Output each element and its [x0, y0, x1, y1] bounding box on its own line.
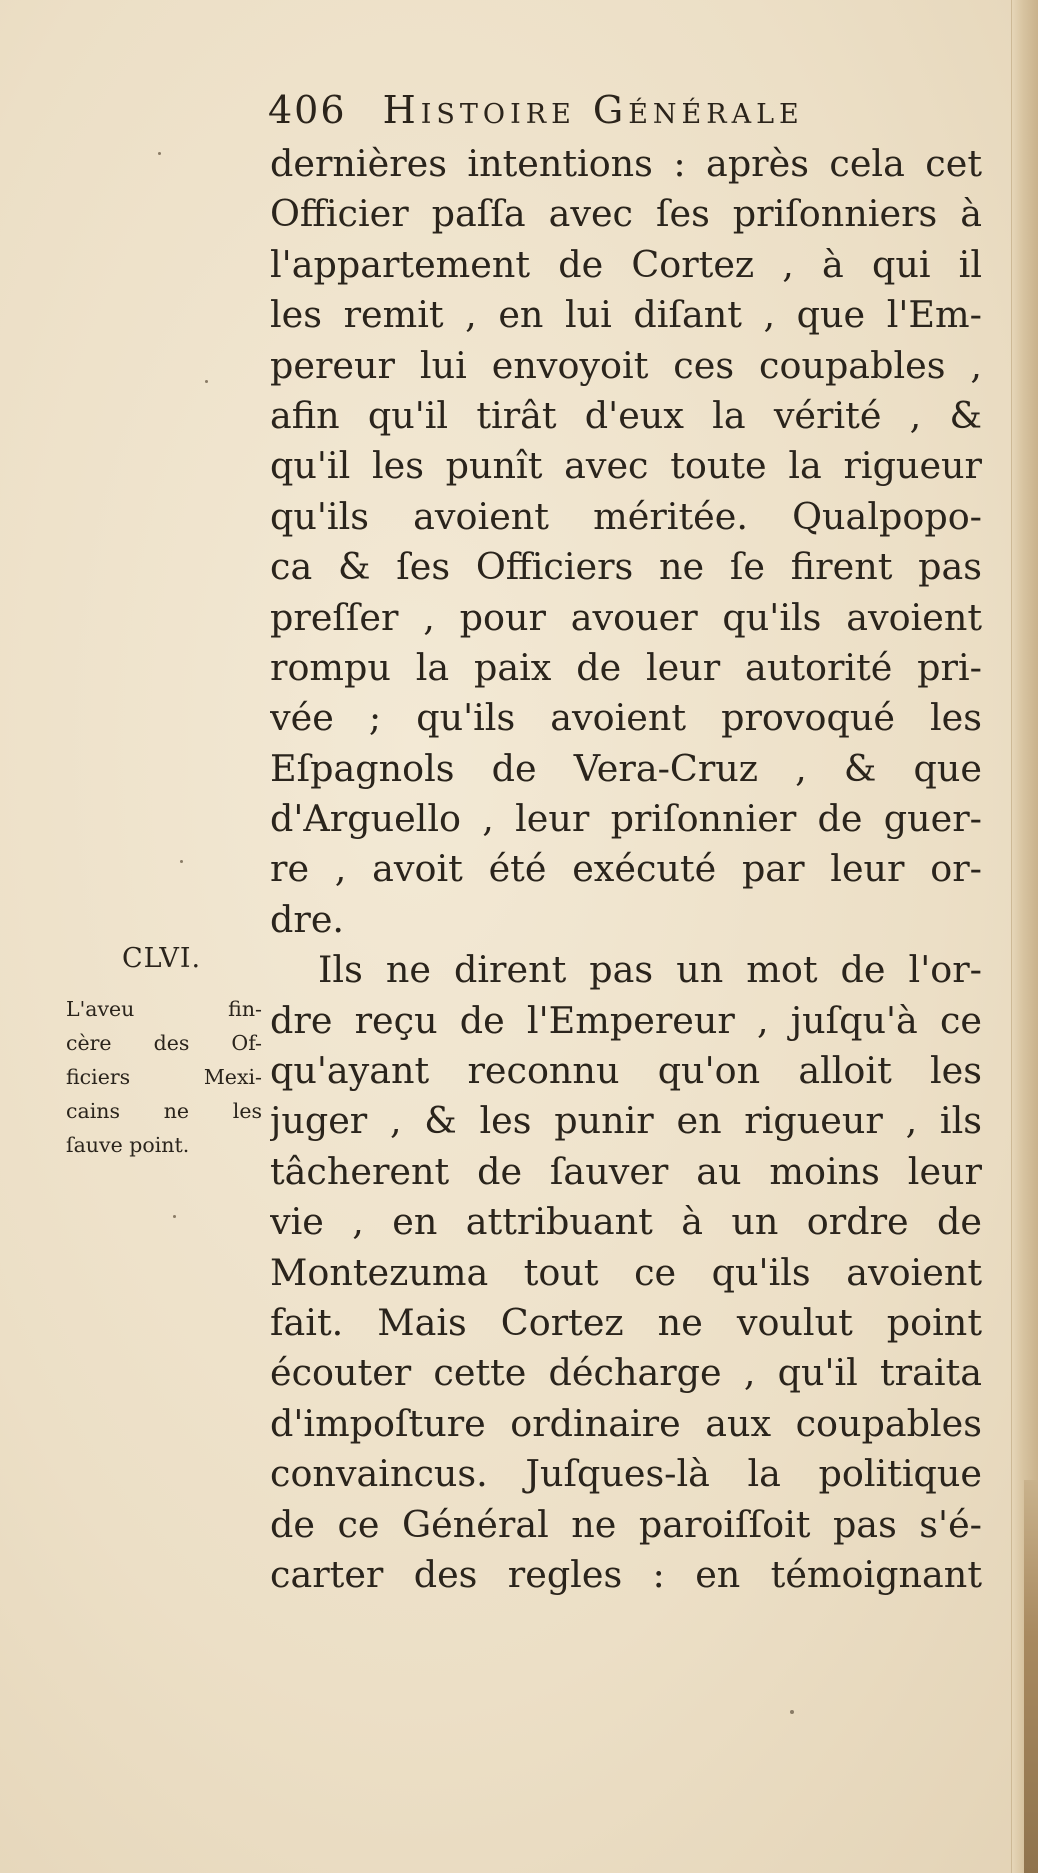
text-line: dre. [270, 897, 345, 941]
main-text [270, 139, 982, 1600]
paper-speck [180, 860, 183, 863]
paper-speck [790, 1710, 794, 1714]
margin-note-line: cère des Of- [66, 1031, 262, 1055]
margin-note-line: L'aveu fin- [66, 997, 262, 1021]
text-line: carter des regles : en témoignant [270, 1552, 982, 1596]
text-line: tâcherent de ſauver au moins leur [270, 1149, 982, 1193]
margin-note-line: ſauve point. [66, 1133, 190, 1157]
text-line: qu'ayant reconnu qu'on alloit les [270, 1049, 982, 1093]
text-line: juger , & les punir en rigueur , ils [270, 1099, 982, 1143]
paper-speck [205, 380, 208, 383]
text-line: convaincus. Juſques-là la politique [270, 1452, 982, 1496]
text-line: ca & ſes Officiers ne ſe firent pas [270, 545, 982, 589]
text-line: les remit , en lui diſant , que l'Em- [270, 293, 982, 337]
text-line: re , avoit été exécuté par leur or- [270, 847, 982, 891]
text-line: rompu la paix de leur autorité pri- [270, 645, 982, 689]
text-line: l'appartement de Cortez , à qui il [270, 242, 982, 286]
text-line: d'impoſture ordinaire aux coupables [270, 1401, 982, 1445]
paper-speck [173, 1215, 176, 1218]
text-line: vie , en attribuant à un ordre de [270, 1200, 982, 1244]
section-number: CLVI. [122, 943, 202, 974]
page-edge-shadow [1024, 1480, 1038, 1873]
text-line: Montezuma tout ce qu'ils avoient [270, 1250, 982, 1294]
margin-note-line: cains ne les [66, 1099, 262, 1123]
text-line: d'Arguello , leur priſonnier de guer- [270, 797, 982, 841]
page-number: 406 [268, 88, 347, 132]
paragraph-first-line: Ils ne dirent pas un mot de l'or- [318, 948, 982, 992]
text-line: preſſer , pour avouer qu'ils avoient [270, 595, 982, 639]
text-line: de ce Général ne paroiſſoit pas s'é- [270, 1502, 982, 1546]
text-line: dernières intentions : après cela cet [270, 142, 982, 185]
running-header [268, 88, 968, 138]
text-line: qu'ils avoient méritée. Qualpopo- [270, 494, 982, 538]
text-line: vée ; qu'ils avoient provoqué les [270, 696, 982, 740]
text-line: afin qu'il tirât d'eux la vérité , & [270, 393, 982, 437]
text-line: pereur lui envoyoit ces coupables , [270, 343, 982, 387]
paper-speck [158, 152, 161, 155]
running-title: Histoire Générale [382, 88, 804, 132]
text-line: Eſpagnols de Vera-Cruz , & que [270, 746, 982, 790]
margin-note [66, 992, 262, 1162]
page-edge [1011, 0, 1038, 1873]
margin-note-line: ficiers Mexi- [66, 1065, 262, 1089]
text-line: Officier paſſa avec ſes priſonniers à [270, 192, 982, 236]
text-line: qu'il les punît avec toute la rigueur [270, 444, 982, 488]
text-line: écouter cette décharge , qu'il traita [270, 1351, 982, 1395]
text-line: fait. Mais Cortez ne voulut point [270, 1300, 982, 1344]
text-line: dre reçu de l'Empereur , juſqu'à ce [270, 998, 982, 1042]
